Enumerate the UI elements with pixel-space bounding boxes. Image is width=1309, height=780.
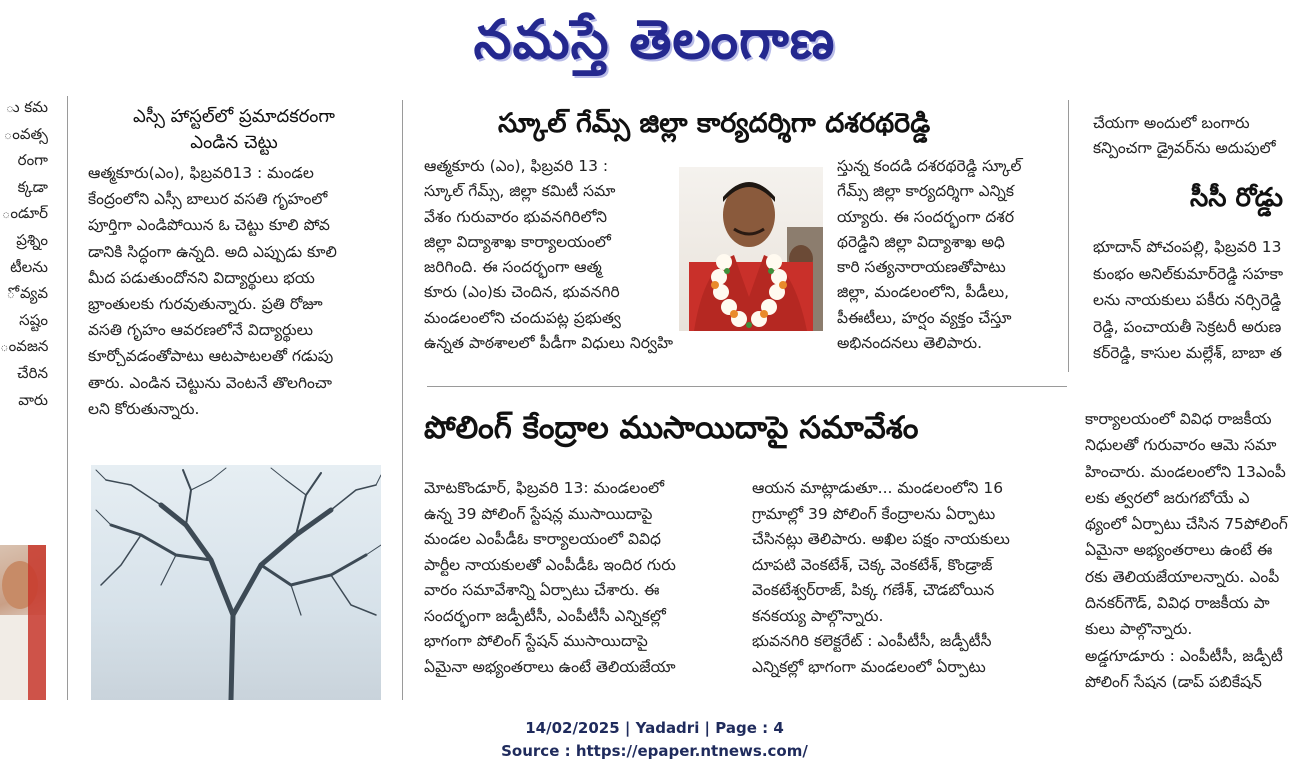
hostel-story-body: ఆత్మకూరు(ఎం), ఫిబ్రవరి13 : మండల కేంద్రంలోని ఎస్సీ బాలుర వసతి గృహంలో పూర్తిగా ఎండిపోయిన ఓ చెట్టు కూలి పోవ డానికి సిద్ధంగా ఉన్నది. అది ఎప్పుడు కూలి మీద పడుతుందోనని విద్యార్థులు భయ భ్రాంతులకు గురవుతున్నారు. ప్రతి రోజూ వసతి గృహం ఆవరణలోనే విద్యార్థులు కూర్చోవడంతోపాటు ఆటపాటలతో గడుపు తారు. ఎండిన చెట్టును వెంటనే తొలగించా లని కోరుతున్నారు. (88, 164, 337, 418)
school-games-body-col2: స్తున్న కందడి దశరథరెడ్డి స్కూల్ గేమ్స్ జిల్లా కార్యదర్శిగా ఎన్నిక య్యారు. ఈ సందర్భంగా దశర థరెడ్డిని జిల్లా విద్యాశాఖ అధి కారి సత్యనారాయణతోపాటు జిల్లా, మండలంలోని, పీడీలు, పీఈటీలు, హర్షం వ్యక్తం చేస్తూ అభినందనలు తెలిపారు. (837, 157, 1022, 353)
cc-road-headline: సీసీ రోడ్డు (1190, 183, 1283, 213)
polling-story-body-col3: కార్యాలయంలో వివిధ రాజకీయ నిధులతో గురువారం ఆమె సమా హించారు. మండలంలోని 13ఎంపీ లకు త్వరలో జరుగబోయే ఎ థ్యంలో ఏర్పాటు చేసిన 75పోలింగ్ ఏమైనా అభ్యంతరాలు ఉంటే ఈ రకు తెలియజేయాలన్నారు. ఎంపీ దినకర్‌గౌడ్, వివిధ రాజకీయ పా కులు పాల్గొన్నారు. అడ్డగూడూరు : ఎంపీటీసీ, జడ్పీటీ పోలింగ్ సేషన (డాప్ పబికేషన్ (1085, 410, 1288, 691)
section-divider (427, 386, 1067, 387)
edition-info: 14/02/2025 | Yadadri | Page : 4 (525, 719, 784, 737)
left-edge-line: రంగా (17, 151, 48, 170)
polling-centres-headline: పోలింగ్ కేంద్రాల ముసాయిదాపై సమావేశం (424, 410, 919, 446)
cc-road-story-body: భూదాన్ పోచంపల్లి, ఫిబ్రవరి 13 కుంభం అనిల్‌కుమార్‌రెడ్డి సహకా లను నాయకులు పకీరు నర్సిరెడ్డి రెడ్డి, పంచాయతీ సెక్రటరీ అరుణ కర్‌రెడ్డి, కాసుల మల్లేశ్, బాబా త (1093, 238, 1284, 362)
newspaper-masthead (0, 0, 1309, 80)
left-edge-line: ు కమ (5, 98, 48, 116)
headline-line: ఎండిన చెట్టు (190, 132, 278, 153)
left-edge-line: ప్రశ్నిం (16, 230, 48, 249)
left-edge-line: టీలను (10, 257, 48, 276)
left-edge-line: వారు (18, 390, 48, 409)
right-top-story-body-top: చేయగా అందులో బంగారు కన్పించగా డ్రైవర్‌ను అదుపులో (1093, 114, 1276, 157)
left-edge-photo (0, 545, 46, 700)
person-photo-fragment (0, 545, 46, 700)
left-edge-line: ండూర్ (1, 204, 48, 223)
dasharatha-reddy-photo (679, 167, 823, 331)
left-edge-line: క్కడా (17, 177, 48, 196)
portrait-with-garland (679, 167, 823, 331)
column-divider (67, 96, 68, 700)
masthead-title: నమస్తే తెలంగాణ (473, 8, 836, 71)
column-divider (1068, 100, 1069, 372)
source-link[interactable]: Source : https://epaper.ntnews.com/ (501, 742, 808, 760)
school-games-body-col1: ఆత్మకూరు (ఎం), ఫిబ్రవరి 13 : స్కూల్ గేమ్స్, జిల్లా కమిటీ సమా వేశం గురువారం భువనగిరిలోని జిల్లా విద్యాశాఖ కార్యాలయంలో జరిగింది. ఈ సందర్భంగా ఆత్మ కూరు (ఎం)కు చెందిన, భువనగిరి మండలంలోని చందుపట్ల ప్రభుత్వ ఉన్నత పాఠశాలలో పీడీగా విధులు నిర్వహి (424, 157, 674, 353)
polling-story-body-col1: మోటకొండూర్, ఫిబ్రవరి 13: మండలంలో ఉన్న 39 పోలింగ్ స్టేషన్ల ముసాయిదాపై మండల ఎంపీడీఓ కార్యాలయంలో వివిధ పార్టీల నాయకులతో ఎంపీడీఓ ఇందిర గురు వారం సమావేశాన్ని ఏర్పాటు చేశారు. ఈ సందర్భంగా జడ్పీటీసీ, ఎంపీటీసీ ఎన్నికల్లో భాగంగా పోలింగ్ స్టేషన్ ముసాయిదాపై ఏమైనా అభ్యంతరాలు ఉంటే తెలియజేయా (424, 479, 676, 676)
left-edge-line: ంవత్స (3, 124, 48, 143)
school-games-headline: స్కూల్ గేమ్స్ జిల్లా కార్యదర్శిగా దశరథరెడ్డి (498, 108, 931, 139)
tree-branches (91, 465, 381, 700)
dry-tree-photo (91, 465, 381, 700)
left-edge-column-text (0, 94, 48, 413)
left-edge-line: ో వ్యవ (6, 284, 48, 303)
polling-story-body-col2: ఆయన మాట్లాడుతూ... మండలంలోని 16 గ్రామాల్లో 39 పోలింగ్ కేంద్రాలను ఏర్పాటు చేసినట్లు తెలిపారు. అఖిల పక్షం నాయకులు దూపటి వెంకటేశ్, చెక్క వెంకటేశ్, కొండ్రాజ్ వెంకటేశ్వర్‌రాజ్, పిక్క గణేశ్, చౌడబోయిన కనకయ్య పాల్గొన్నారు. భువనగిరి కలెక్టరేట్ : ఎంపీటీసీ, జడ్పీటీసీ ఎన్నికల్లో భాగంగా మండలంలో ఏర్పాటు (752, 479, 1010, 676)
headline-line: ఎస్సీ హాస్టల్‌లో ప్రమాదకరంగా (132, 106, 335, 127)
left-edge-line: సష్టం (19, 310, 48, 329)
left-edge-line: ంవజన (0, 337, 48, 356)
column-divider (402, 100, 403, 700)
hostel-story-headline (84, 104, 384, 156)
left-edge-line: చేరిన (17, 363, 48, 382)
page-bottom-crop (0, 700, 1309, 780)
